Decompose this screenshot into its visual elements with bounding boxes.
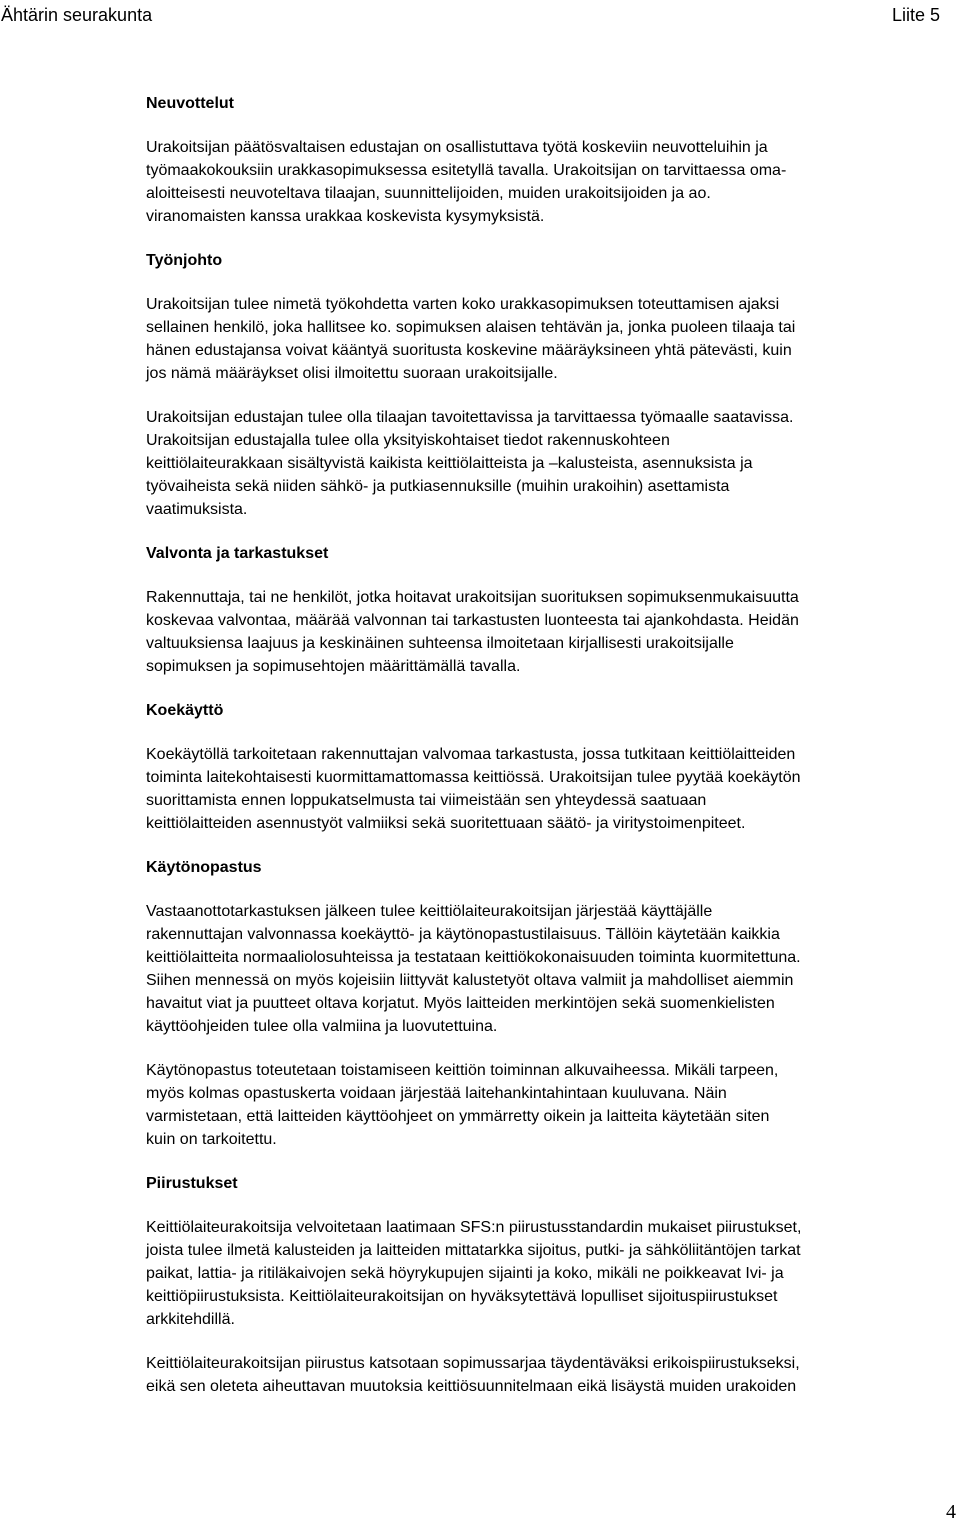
paragraph: Rakennuttaja, tai ne henkilöt, jotka hoitavat urakoitsijan suorituksen sopimuksenmukaisuutta koskevaa valvontaa, määrää valvonnan tai tarkastusten luonteesta tai ajankohdasta. Heidän valtuuksiensa laajuus ja keskinäinen suhteensa ilmoitetaan kirjallisesti urakoitsijalle sopimuksen ja sopimusehtojen määrittämällä tavalla. [146,589,799,675]
paragraph: Urakoitsijan edustajalla tulee olla yksityiskohtaiset tiedot rakennuskohteen keittiölaiteurakkaan sisältyvistä kaikista keittiölaitteista ja –kalusteista, asennuksista ja työvaiheista sekä niiden sähkö- ja putkiasennuksille (muihin urakoihin) asettamista vaatimuksista. [146,432,753,518]
section-heading: Neuvottelut [146,95,234,112]
section-heading: Valvonta ja tarkastukset [146,545,329,562]
section-kaytonopastus [146,856,960,1151]
document-body [146,92,960,1419]
paragraph: Urakoitsijan edustajan tulee olla tilaajan tavoitettavissa ja tarvittaessa työmaalle saatavissa. [146,409,794,426]
paragraph: Keittiölaiteurakoitsijan piirustus katsotaan sopimussarjaa täydentäväksi erikoispiirustukseksi, eikä sen oleteta aiheuttavan muutoksia keittiösuunnitelmaan eikä lisäystä muiden urakoiden [146,1355,800,1395]
section-heading: Koekäyttö [146,702,224,719]
section-piirustukset [146,1172,960,1398]
paragraph: Vastaanottotarkastuksen jälkeen tulee keittiölaiteurakoitsijan järjestää käyttäjälle rakennuttajan valvonnassa koekäyttö- ja käytönopastustilaisuus. Tällöin käytetään kaikkia keittiölaitteita normaaliolosuhteissa ja testataan keittiökokonaisuuden toiminta kuormitettuna. Siihen mennessä on myös kojeisiin liittyvät kalustetyöt oltava valmiit ja mahdolliset aiemmin havaitut viat ja puutteet oltava korjatut. Myös laitteiden merkintöjen sekä suomenkielisten käyttöohjeiden tulee olla valmiina ja luovutettuina. [146,903,801,1035]
section-tyonjohto [146,249,960,521]
section-neuvottelut [146,92,960,228]
paragraph: Käytönopastus toteutetaan toistamiseen keittiön toiminnan alkuvaiheessa. Mikäli tarpeen, myös kolmas opastuskerta voidaan järjestää laitehankintahintaan kuuluvana. Näin varmistetaan, että laitteiden käyttöohjeet on ymmärretty oikein ja laitteita käytetään siten kuin on tarkoitettu. [146,1062,779,1148]
section-valvonta [146,542,960,678]
page-number: 4 [946,1501,956,1523]
paragraph: Keittiölaiteurakoitsija velvoitetaan laatimaan SFS:n piirustusstandardin mukaiset piirustukset, joista tulee ilmetä kalusteiden ja laitteiden mittatarkka sijoitus, putki- ja sähköliitäntöjen tarkat paikat, lattia- ja ritiläkaivojen sekä höyrykupujen sijainti ja koko, mikäli ne poikkeavat Ivi- ja keittiöpiirustuksista. Keittiölaiteurakoitsijan on hyväksytettävä lopulliset sijoituspiirustukset arkkitehdillä. [146,1219,802,1328]
page-header [0,0,960,30]
header-attachment-label: Liite 5 [891,5,940,25]
paragraph: Urakoitsijan päätösvaltaisen edustajan on osallistuttava työtä koskeviin neuvotteluihin ja työmaakokouksiin urakkasopimuksessa esitetyllä tavalla. Urakoitsijan on tarvittaessa oma- aloitteisesti neuvoteltava tilaajan, suunnittelijoiden, muiden urakoitsijoiden ja ao. viranomaisten kanssa urakkaa koskevista kysymyksistä. [146,139,787,225]
paragraph: Koekäytöllä tarkoitetaan rakennuttajan valvomaa tarkastusta, jossa tutkitaan keittiölaitteiden toiminta laitekohtaisesti kuormittamattomassa keittiössä. Urakoitsijan tulee pyytää koekäytön suorittamista ennen loppukatselmusta tai viimeistään sen yhteydessä saatuaan keittiölaitteiden asennustyöt valmiiksi sekä suoritettuaan säätö- ja viritystoimenpiteet. [146,746,801,832]
header-organization: Ähtärin seurakunta [1,5,153,25]
section-koekaytto [146,699,960,835]
paragraph: Urakoitsijan tulee nimetä työkohdetta varten koko urakkasopimuksen toteuttamisen ajaksi sellainen henkilö, joka hallitsee ko. sopimuksen alaisen tehtävän ja, jonka puoleen tilaaja tai hänen edustajansa voivat kääntyä suoritusta koskevine määräyksineen yhtä pätevästi, kuin jos nämä määräykset olisi ilmoitettu suoraan urakoitsijalle. [146,296,796,382]
section-heading: Piirustukset [146,1175,238,1192]
section-heading: Työnjohto [146,252,223,269]
section-heading: Käytönopastus [146,859,262,876]
